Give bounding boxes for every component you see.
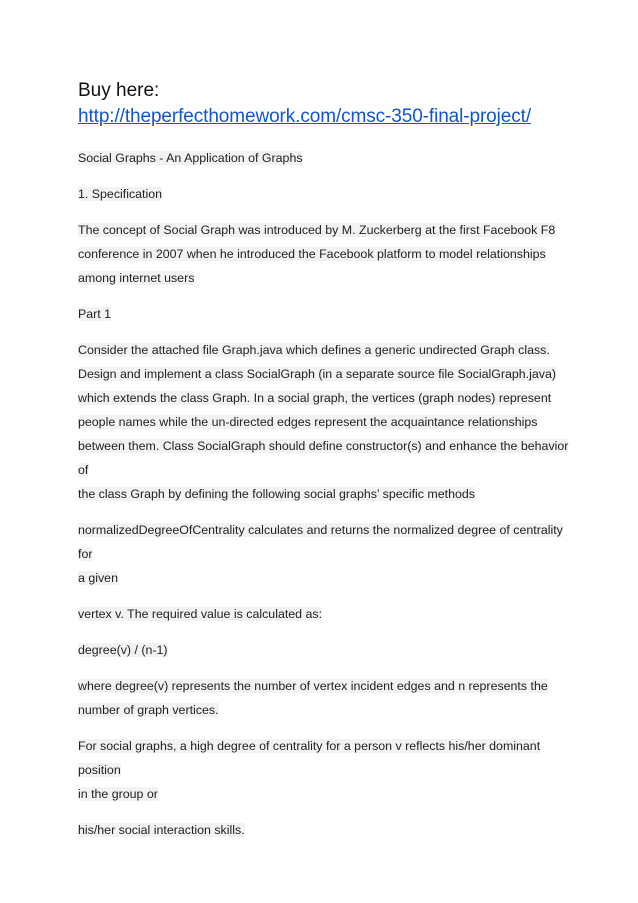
part-heading-text: Part 1 xyxy=(78,307,112,321)
social-paragraph xyxy=(78,734,578,806)
part-body-line: the class Graph by defining the following social graphs’ specific methods xyxy=(78,487,475,501)
method-description xyxy=(78,518,578,590)
buy-here-label: Buy here: xyxy=(78,80,160,101)
where-line: where degree(v) represents the number of vertex incident edges and n represents the xyxy=(78,679,548,693)
method-line: normalizedDegreeOfCentrality calculates and returns the normalized degree of centrality for xyxy=(78,523,563,561)
part-body-line: which extends the class Graph. In a social graph, the vertices (graph nodes) represent xyxy=(78,391,552,405)
doc-title-text: Social Graphs - An Application of Graphs xyxy=(78,151,303,165)
part-heading xyxy=(78,302,578,326)
part-body-paragraph xyxy=(78,338,578,506)
vertex-paragraph xyxy=(78,602,578,626)
part-body-line: Design and implement a class SocialGraph (in a separate source file SocialGraph.java) xyxy=(78,367,556,381)
intro-line: The concept of Social Graph was introduced by M. Zuckerberg at the first Facebook F8 xyxy=(78,223,556,237)
social-line: For social graphs, a high degree of centrality for a person v reflects his/her dominant position xyxy=(78,739,541,777)
where-line: number of graph vertices. xyxy=(78,703,219,717)
skills-paragraph xyxy=(78,818,578,842)
formula-paragraph xyxy=(78,638,578,662)
document-page xyxy=(78,78,578,854)
part-body-line: between them. Class SocialGraph should define constructor(s) and enhance the behavior of xyxy=(78,439,569,477)
doc-title xyxy=(78,146,578,170)
intro-line: among internet users xyxy=(78,271,195,285)
vertex-line: vertex v. The required value is calculated as: xyxy=(78,607,323,621)
skills-line: his/her social interaction skills. xyxy=(78,823,245,837)
part-body-line: people names while the un-directed edges represent the acquaintance relationships xyxy=(78,415,538,429)
where-paragraph xyxy=(78,674,578,722)
social-line: in the group or xyxy=(78,787,158,801)
part-body-line: Consider the attached file Graph.java which defines a generic undirected Graph class. xyxy=(78,343,550,357)
intro-paragraph xyxy=(78,218,578,290)
section-heading xyxy=(78,182,578,206)
intro-line: conference in 2007 when he introduced the Facebook platform to model relationships xyxy=(78,247,546,261)
method-line: a given xyxy=(78,571,118,585)
formula-text: degree(v) / (n-1) xyxy=(78,643,168,657)
buy-link[interactable]: http://theperfecthomework.com/cmsc-350-final-project/ xyxy=(78,106,531,127)
section-heading-text: 1. Specification xyxy=(78,187,163,201)
